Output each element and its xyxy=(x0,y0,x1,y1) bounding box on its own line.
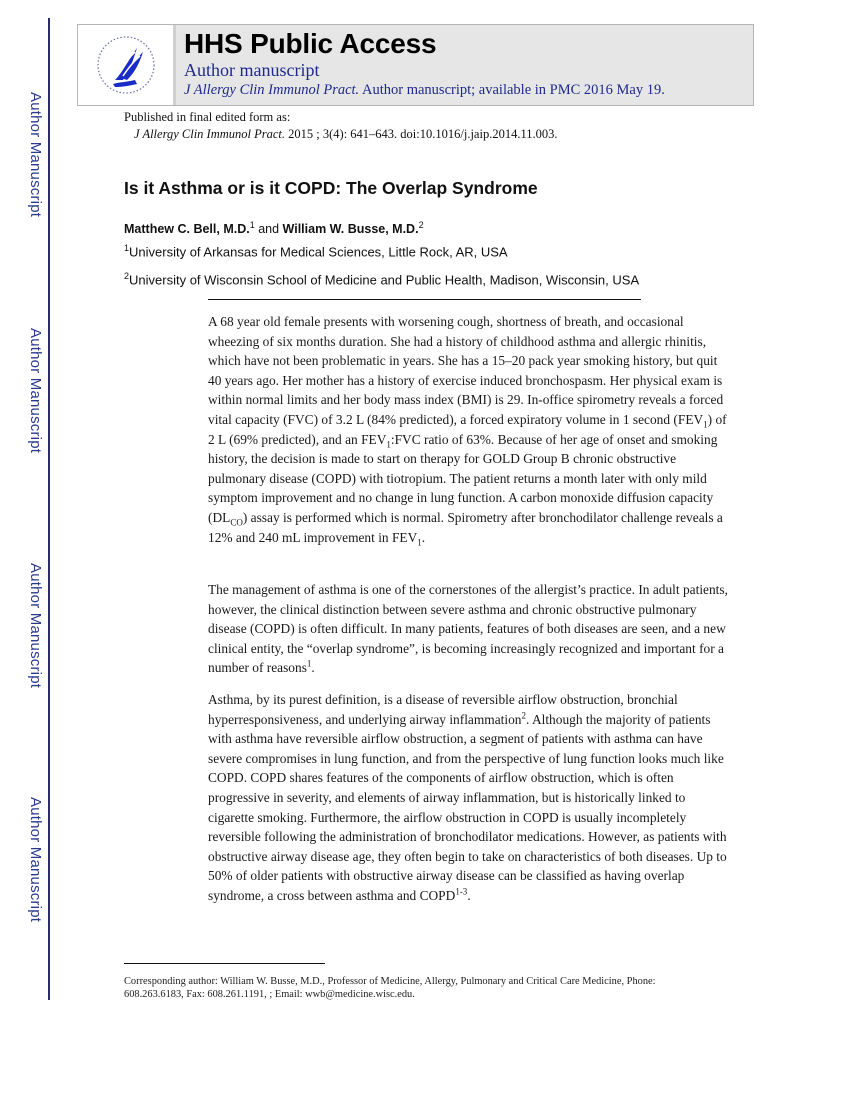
subscript: 1 xyxy=(386,439,391,450)
text-run: ) assay is performed which is normal. Spirometry after bronchodilator challenge reveals a 12% and 240 mL improvement in FEV xyxy=(208,509,723,545)
text-run: Asthma, by its purest definition, is a disease of reversible airflow obstruction, bronchial hyperresponsiveness, and underlying airway inflammation xyxy=(208,692,678,727)
text-run: . xyxy=(421,529,426,545)
banner-availability: Author manuscript; available in PMC 2016 May 19. xyxy=(359,82,665,98)
affiliation-ref: 2 xyxy=(418,220,424,230)
text-run: A 68 year old female presents with worsening cough, shortness of breath, and occasional wheezing of six months duration. She had a history of childhood asthma and allergic rhinitis, which have not been problematic in years. She has a 15–20 pack year smoking history, but quit 40 years ago. Her mother has a history of exercise induced bronchospasm. Her physical exam is within normal limits and her body mass index (BMI) is 29. In-office spirometry reveals a forced vital capacity (FVC) of 3.2 L (84% predicted), a forced expiratory volume in 1 second (FEV xyxy=(208,314,724,427)
footnote-divider xyxy=(124,963,325,964)
banner-title: HHS Public Access xyxy=(184,28,437,59)
published-label: Published in final edited form as: xyxy=(124,110,291,124)
body-paragraph xyxy=(208,690,728,906)
text-run: . xyxy=(467,887,471,903)
side-label-author-manuscript: Author Manuscript xyxy=(27,563,44,689)
affiliation-number: 1 xyxy=(124,243,130,253)
side-label-author-manuscript: Author Manuscript xyxy=(27,328,44,454)
article-title: Is it Asthma or is it COPD: The Overlap Syndrome xyxy=(124,178,538,198)
published-citation xyxy=(124,109,557,143)
affiliation-text: University of Wisconsin School of Medicine and Public Health, Madison, Wisconsin, USA xyxy=(129,272,640,288)
affiliation-ref: 1 xyxy=(249,220,255,230)
side-label-author-manuscript: Author Manuscript xyxy=(27,797,44,923)
hhs-eagle-logo-icon xyxy=(91,30,161,100)
text-run: The management of asthma is one of the cornerstones of the allergist’s practice. In adult patients, however, the clinical distinction between severe asthma and chronic obstructive pulmonary disease (COPD) is often difficult. In many patients, features of both diseases are seen, and a new clinical entity, the “overlap syndrome”, is becoming increasingly recognized and important for a number of reasons xyxy=(208,582,728,676)
citation-journal: J Allergy Clin Immunol Pract. xyxy=(134,127,286,141)
reference-link[interactable]: 1 xyxy=(306,658,312,669)
reference-link[interactable]: 2 xyxy=(521,710,526,721)
text-run: :FVC ratio of 63%. Because of her age of onset and smoking history, the decision is made to start on therapy for GOLD Group B chronic obstructive pulmonary disease (COPD) with tiotropium. The patient returns a month later with only mild symptom improvement and no change in lung function. A carbon monoxide diffusion capacity (DL xyxy=(208,431,718,525)
affiliation-text: University of Arkansas for Medical Sciences, Little Rock, AR, USA xyxy=(129,244,508,260)
subscript: 1 xyxy=(417,537,422,548)
case-paragraph xyxy=(208,312,728,547)
corresponding-author-footnote: Corresponding author: William W. Busse, M.D., Professor of Medicine, Allergy, Pulmonary and Critical Care Medicine, Phone: 608.263.6183, Fax: 608.261.1191, ; Email: wwb@medicine.wisc.edu. xyxy=(124,976,656,1000)
banner-journal-line xyxy=(184,80,665,100)
author-name: Matthew C. Bell, M.D. xyxy=(124,222,250,237)
subscript: CO xyxy=(230,517,243,528)
body-paragraph xyxy=(208,580,728,678)
banner-subtitle: Author manuscript xyxy=(184,60,320,80)
hhs-logo xyxy=(78,25,176,105)
text-run: . xyxy=(311,660,315,676)
author-joiner: and xyxy=(254,222,283,237)
hhs-public-access-banner xyxy=(77,24,754,106)
affiliation xyxy=(124,271,639,287)
side-label-author-manuscript: Author Manuscript xyxy=(27,92,44,218)
author-name: William W. Busse, M.D. xyxy=(282,222,419,237)
affiliation-number: 2 xyxy=(124,271,130,281)
margin-rule xyxy=(48,18,50,1000)
affiliation xyxy=(124,243,508,259)
text-run: . Although the majority of patients with asthma have reversible airflow obstruction, a segment of patients with asthma can have severe compromises in lung function, and from the perspective of lung function looks much like COPD. COPD shares features of the components of airflow obstruction, which is often progressive in severity, and elements of airway inflammation, but is historically linked to cigarette smoking. Furthermore, the airflow obstruction in COPD is usually incompletely reversible following the administration of bronchodilator medications. However, as patients with obstructive airway disease age, they often begin to take on characteristics of both diseases. Up to 50% of older patients with obstructive airway disease can be classified as having overlap syndrome, a cross between asthma and COPD xyxy=(208,711,727,903)
citation-line xyxy=(124,126,557,143)
citation-details: 2015 ; 3(4): 641–643. doi:10.1016/j.jaip.2014.11.003. xyxy=(285,127,558,141)
section-divider xyxy=(208,299,641,300)
text-run: ) of 2 L (69% predicted), and an FEV xyxy=(208,411,727,447)
banner-journal-abbrev: J Allergy Clin Immunol Pract. xyxy=(184,82,360,98)
author-list xyxy=(124,220,424,236)
reference-link[interactable]: 1-3 xyxy=(455,886,468,897)
subscript: 1 xyxy=(703,419,708,430)
